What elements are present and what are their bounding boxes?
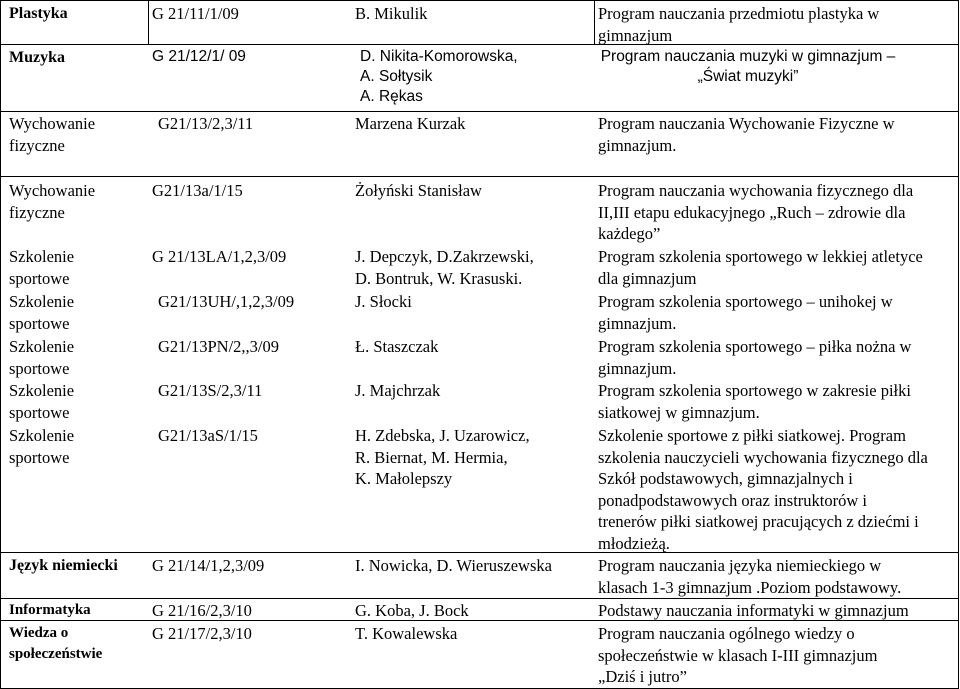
subject-cell: Szkolenie sportowe	[9, 247, 75, 288]
number-cell: G21/13/2,3/11	[158, 114, 254, 133]
author-cell: B. Mikulik	[355, 4, 428, 23]
number-cell: G21/13aS/1/15	[158, 426, 258, 445]
author-cell: J. Depczyk, D.Zakrzewski, D. Bontruk, W. Krasuski.	[355, 247, 534, 288]
rule	[0, 598, 959, 599]
program-cell: Program nauczania wychowania fizycznego dla II,III etapu edukacyjnego „Ruch – zdrowie dla każdego”	[598, 181, 914, 243]
author-cell: Żołyński Stanisław	[355, 181, 482, 200]
program-cell: Program nauczania języka niemieckiego w klasach 1-3 gimnazjum .Poziom podstawowy.	[598, 556, 902, 597]
program-cell: Program nauczania przedmiotu plastyka w gimnazjum	[598, 4, 880, 45]
rule-top	[0, 0, 959, 1]
author-cell: T. Kowalewska	[355, 624, 458, 643]
program-cell: Program nauczania muzyki w gimnazjum – „Świat muzyki”	[600, 48, 896, 85]
number-cell: G21/13PN/2,,3/09	[158, 337, 280, 356]
subject-cell: Język niemiecki	[9, 557, 118, 574]
author-cell: J. Słocki	[355, 292, 412, 311]
subject-cell: Plastyka	[9, 5, 68, 22]
subject-cell: Szkolenie sportowe	[9, 292, 75, 333]
author-cell: J. Majchrzak	[355, 381, 441, 400]
rule	[0, 176, 959, 177]
subject-cell: Wychowanie fizyczne	[9, 114, 96, 155]
number-cell: G 21/17/2,3/10	[152, 624, 252, 643]
number-cell: G 21/13LA/1,2,3/09	[152, 247, 287, 266]
number-cell: G 21/14/1,2,3/09	[152, 556, 265, 575]
program-cell: Program szkolenia sportowego – unihokej w gimnazjum.	[598, 292, 893, 333]
program-cell: Program szkolenia sportowego w lekkiej atletyce dla gimnazjum	[598, 247, 923, 288]
rule-col	[148, 0, 149, 44]
rule	[0, 111, 959, 112]
program-cell: Szkolenie sportowe z piłki siatkowej. Program szkolenia nauczycieli wychowania fizycznego dla Szkół podstawowych, gimnazjalnych i ponadpodstawowych oraz instruktorów i trenerów piłki siatkowej pracujących z dziećmi i młodzieżą.	[598, 426, 928, 553]
author-cell: G. Koba, J. Bock	[355, 601, 469, 620]
author-cell: D. Nikita-Komorowska, A. Sołtysik A. Rękas	[360, 48, 518, 105]
program-cell: Podstawy nauczania informatyki w gimnazjum	[598, 601, 909, 620]
number-cell: G21/13a/1/15	[152, 181, 243, 200]
rule-left	[0, 0, 1, 689]
number-cell: G 21/11/1/09	[152, 4, 239, 23]
subject-cell: Wiedza o społeczeństwie	[9, 625, 103, 662]
author-cell: Ł. Staszczak	[355, 337, 439, 356]
program-cell: Program szkolenia sportowego w zakresie piłki siatkowej w gimnazjum.	[598, 381, 911, 422]
author-cell: I. Nowicka, D. Wieruszewska	[355, 556, 552, 575]
subject-cell: Wychowanie fizyczne	[9, 181, 96, 222]
program-cell: Program szkolenia sportowego – piłka nożna w gimnazjum.	[598, 337, 912, 378]
subject-cell: Szkolenie sportowe	[9, 426, 75, 467]
author-cell: Marzena Kurzak	[355, 114, 466, 133]
number-cell: G 21/12/1/ 09	[152, 48, 246, 65]
number-cell: G21/13UH/,1,2,3/09	[158, 292, 295, 311]
program-cell: Program nauczania Wychowanie Fizyczne w gimnazjum.	[598, 114, 895, 155]
subject-cell: Informatyka	[9, 602, 91, 618]
rule-right	[958, 0, 959, 689]
number-cell: G 21/16/2,3/10	[152, 601, 252, 620]
subject-cell: Szkolenie sportowe	[9, 337, 75, 378]
program-cell: Program nauczania ogólnego wiedzy o społeczeństwie w klasach I-III gimnazjum „Dziś i jutro”	[598, 624, 878, 686]
subject-cell: Szkolenie sportowe	[9, 381, 75, 422]
number-cell: G21/13S/2,3/11	[158, 381, 263, 400]
subject-cell: Muzyka	[9, 49, 65, 66]
author-cell: H. Zdebska, J. Uzarowicz, R. Biernat, M. Hermia, K. Małolepszy	[355, 426, 530, 488]
